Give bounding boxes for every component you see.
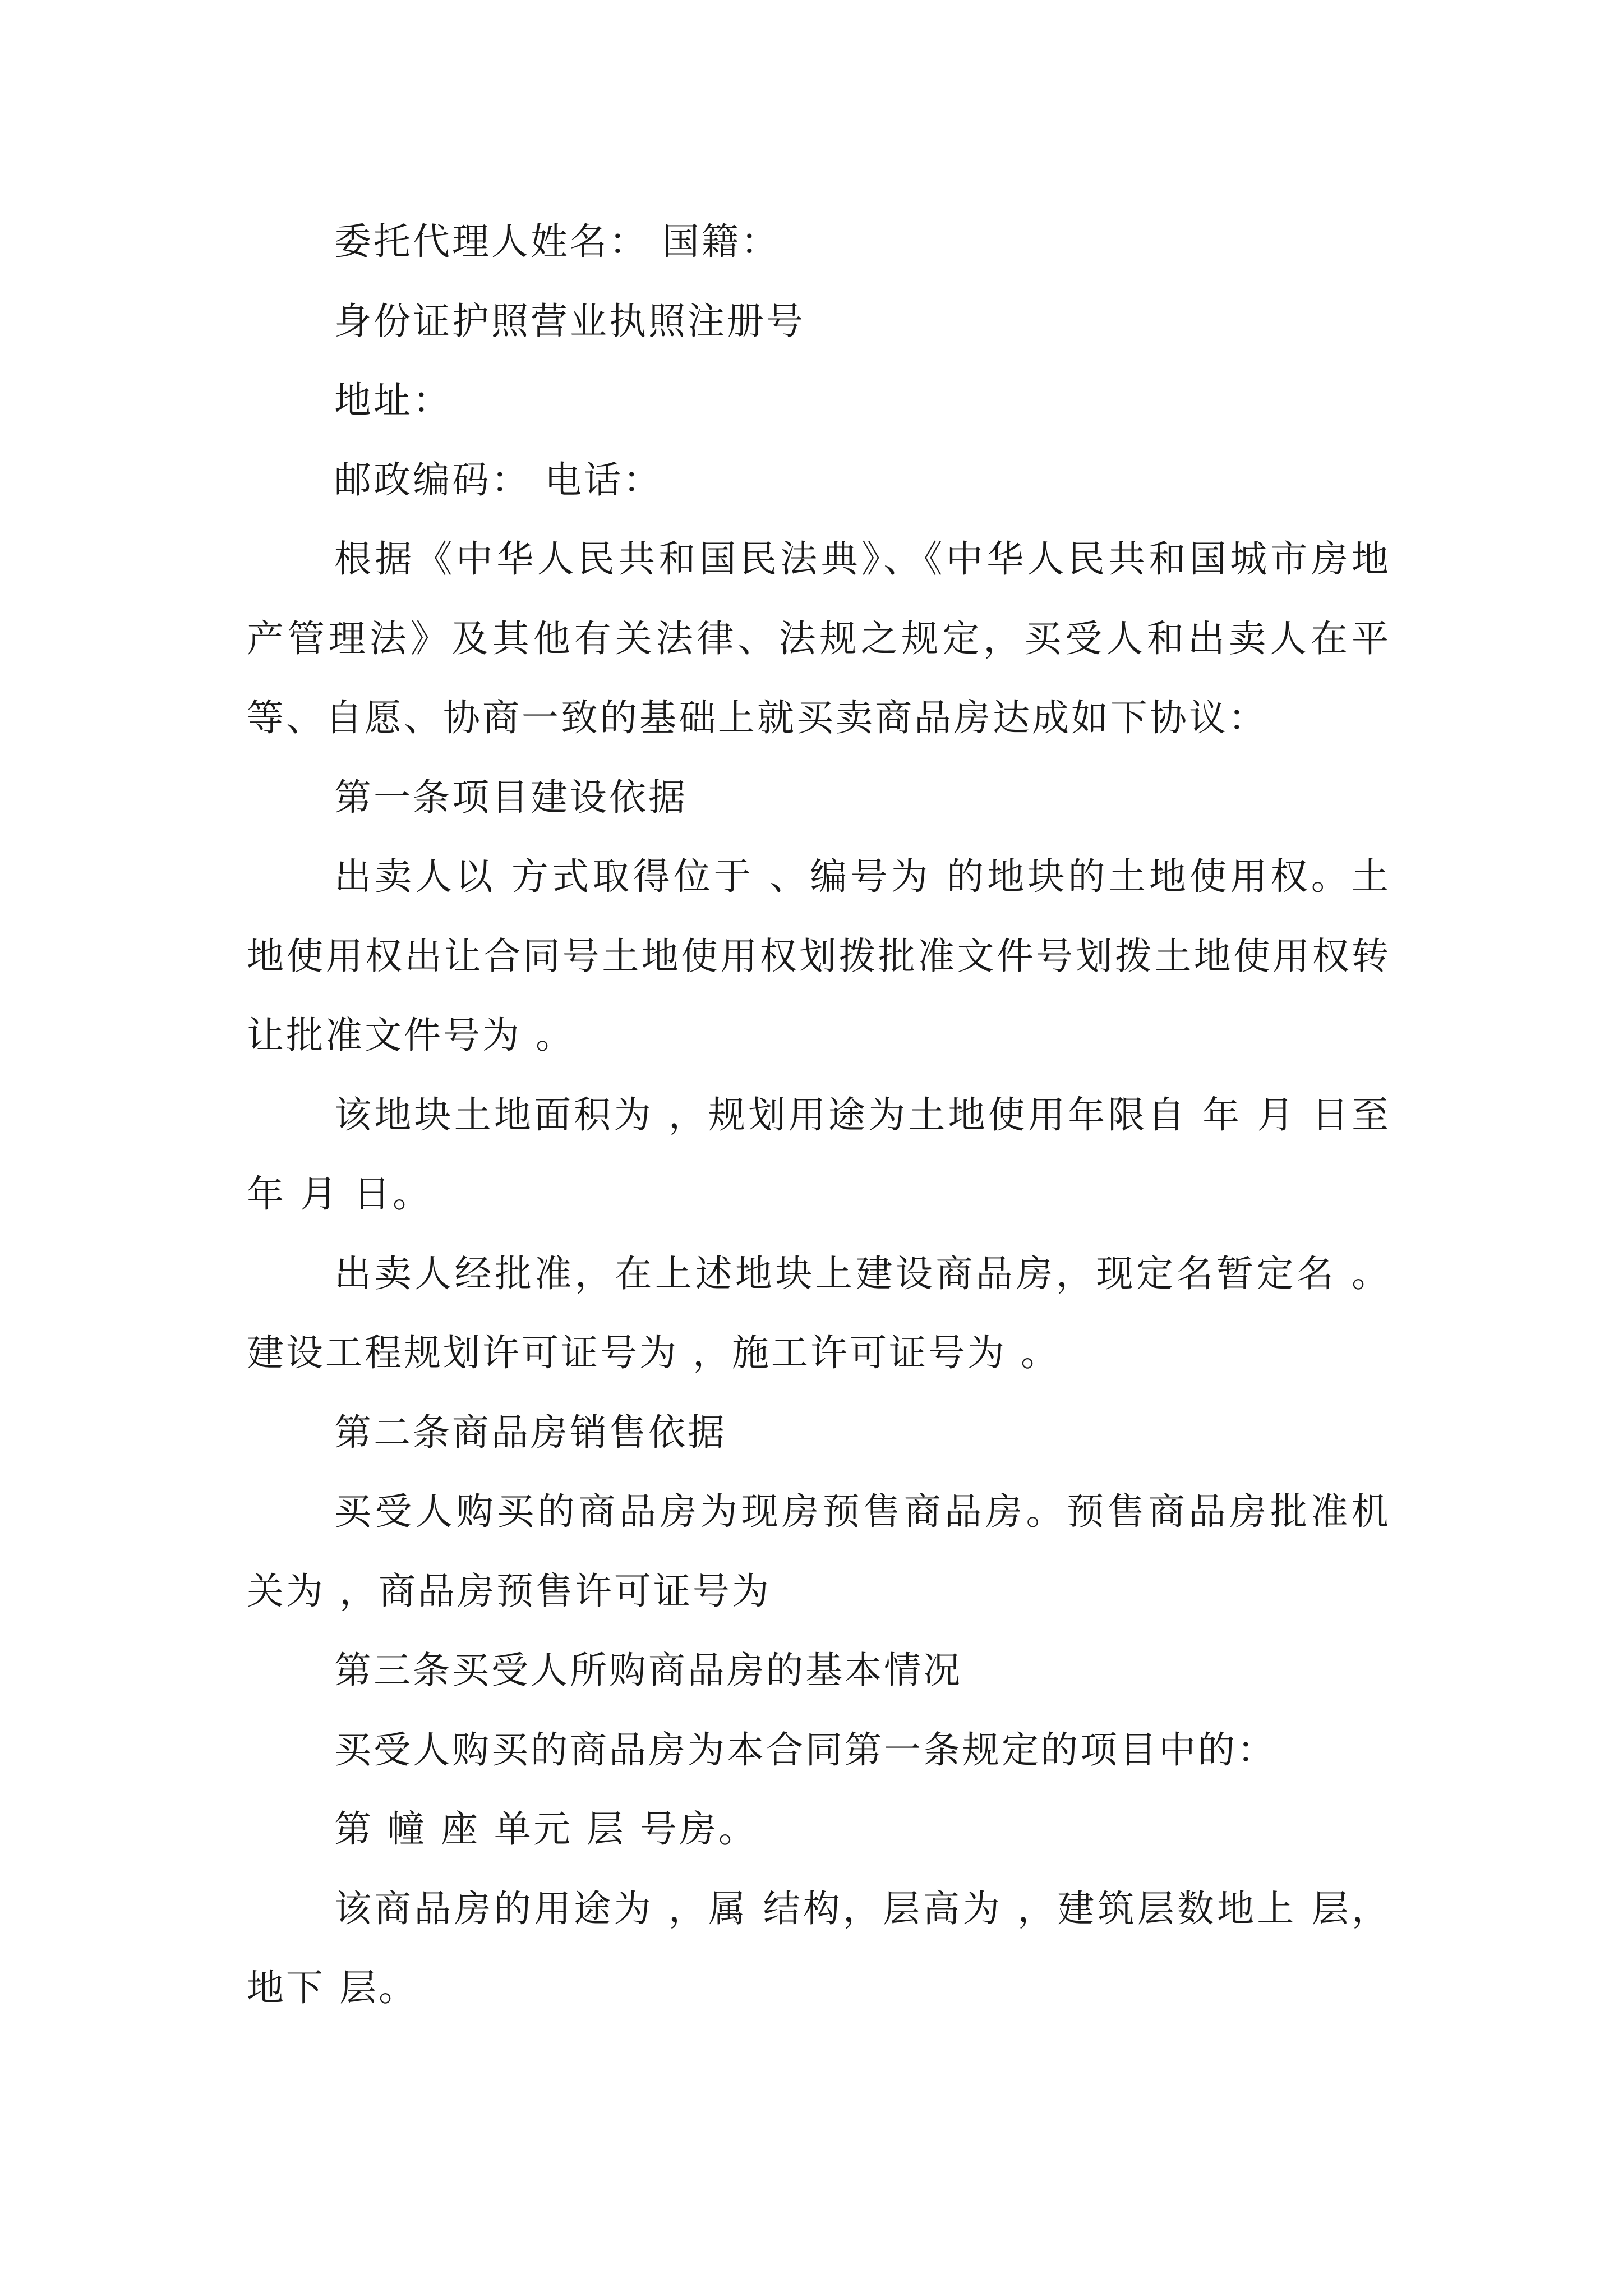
unit-location-line: 第 幢 座 单元 层 号房。 (334, 1807, 758, 1851)
construction-permit-paragraph: 出卖人经批准，在上述地块上建设商品房，现定名暂定名 。建设工程规划许可证号为 ，施工许可证号为 。 (247, 1251, 1391, 1374)
legal-basis-paragraph: 根据《中华人民共和国民法典》、《中华人民共和国城市房地产管理法》及其他有关法律、法规之规定，买受人和出卖人在平等、自愿、协商一致的基础上就买卖商品房达成如下协议： (247, 537, 1391, 739)
id-number-line: 身份证护照营业执照注册号 (334, 299, 805, 343)
land-area-paragraph: 该地块土地面积为 ，规划用途为土地使用年限自 年 月 日至 年 月 日。 (247, 1093, 1391, 1216)
article-3-heading: 第三条买受人所购商品房的基本情况 (334, 1649, 962, 1692)
contract-body (247, 202, 1391, 2028)
presale-permit-paragraph: 买受人购买的商品房为现房预售商品房。预售商品房批准机关为 ，商品房预售许可证号为 (247, 1490, 1391, 1613)
address-line: 地址： (334, 379, 452, 422)
agent-name-line: 委托代理人姓名： 国籍： (334, 220, 780, 263)
postcode-phone-line: 邮政编码： 电话： (334, 458, 662, 501)
purchased-unit-paragraph: 买受人购买的商品房为本合同第一条规定的项目中的： (334, 1728, 1276, 1772)
unit-usage-paragraph: 该商品房的用途为 ，属 结构，层高为 ，建筑层数地上 层，地下 层。 (247, 1887, 1391, 2009)
article-2-heading: 第二条商品房销售依据 (334, 1410, 727, 1454)
land-use-right-paragraph: 出卖人以 方式取得位于 、编号为 的地块的土地使用权。土地使用权出让合同号土地使用权划拨批准文件号划拨土地使用权转让批准文件号为 。 (247, 855, 1391, 1057)
article-1-heading: 第一条项目建设依据 (334, 775, 688, 819)
